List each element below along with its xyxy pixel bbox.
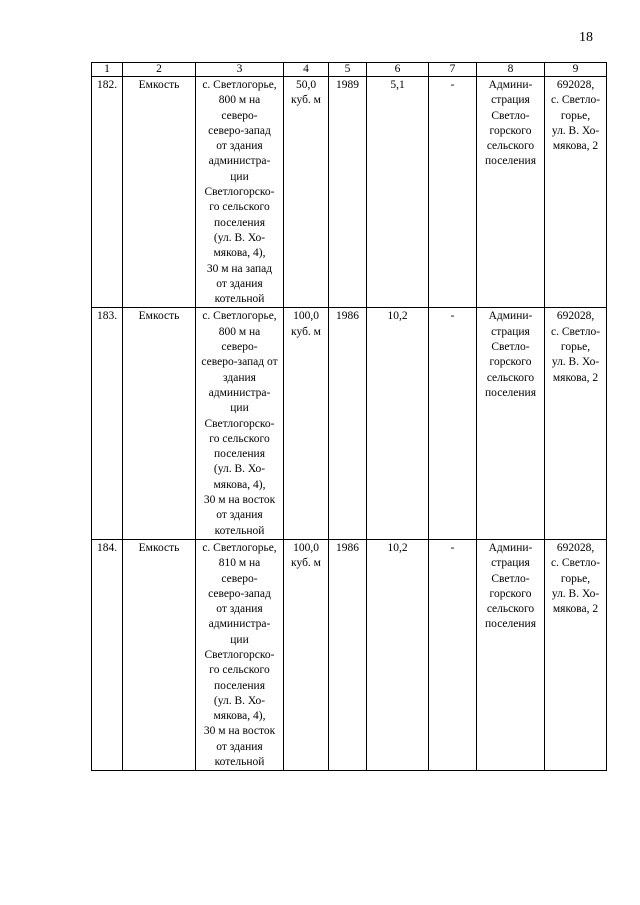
object-value: 10,2 [367, 539, 429, 770]
page-number: 18 [579, 30, 593, 45]
object-capacity: 100,0 куб. м [284, 539, 329, 770]
property-registry-table [91, 62, 607, 771]
object-capacity: 100,0 куб. м [284, 308, 329, 539]
column-header: 8 [477, 63, 545, 77]
row-number: 183. [92, 308, 123, 539]
object-owner: Админи- страция Светло- горского сельского поселения [477, 308, 545, 539]
object-value: 5,1 [367, 77, 429, 308]
column-header: 3 [196, 63, 284, 77]
object-name: Емкость [123, 539, 196, 770]
object-col7: - [429, 308, 477, 539]
column-header: 4 [284, 63, 329, 77]
column-header: 9 [545, 63, 607, 77]
object-name: Емкость [123, 308, 196, 539]
owner-address: 692028, с. Светло- горье, ул. В. Хо- мякова, 2 [545, 539, 607, 770]
column-header: 1 [92, 63, 123, 77]
table-row [92, 308, 607, 539]
column-header: 2 [123, 63, 196, 77]
object-value: 10,2 [367, 308, 429, 539]
row-number: 182. [92, 77, 123, 308]
object-year: 1986 [329, 308, 367, 539]
object-capacity: 50,0 куб. м [284, 77, 329, 308]
owner-address: 692028, с. Светло- горье, ул. В. Хо- мякова, 2 [545, 77, 607, 308]
object-col7: - [429, 77, 477, 308]
column-header: 7 [429, 63, 477, 77]
object-location: с. Светлогорье, 810 м на северо- северо-запад от здания администра- ции Светлогорско- го сельского поселения (ул. В. Хо- мякова, 4), 30 м на восток от здания котельной [196, 539, 284, 770]
object-year: 1986 [329, 539, 367, 770]
object-year: 1989 [329, 77, 367, 308]
object-location: с. Светлогорье, 800 м на северо- северо-запад от здания администра- ции Светлогорско- го сельского поселения (ул. В. Хо- мякова, 4), 30 м на восток от здания котельной [196, 308, 284, 539]
object-name: Емкость [123, 77, 196, 308]
column-header: 6 [367, 63, 429, 77]
table-row [92, 77, 607, 308]
object-location: с. Светлогорье, 800 м на северо- северо-запад от здания администра- ции Светлогорско- го сельского поселения (ул. В. Хо- мякова, 4), 30 м на запад от здания котельной [196, 77, 284, 308]
row-number: 184. [92, 539, 123, 770]
column-header: 5 [329, 63, 367, 77]
table-header-row [92, 63, 607, 77]
object-owner: Админи- страция Светло- горского сельского поселения [477, 77, 545, 308]
table-row [92, 539, 607, 770]
object-col7: - [429, 539, 477, 770]
owner-address: 692028, с. Светло- горье, ул. В. Хо- мякова, 2 [545, 308, 607, 539]
object-owner: Админи- страция Светло- горского сельского поселения [477, 539, 545, 770]
